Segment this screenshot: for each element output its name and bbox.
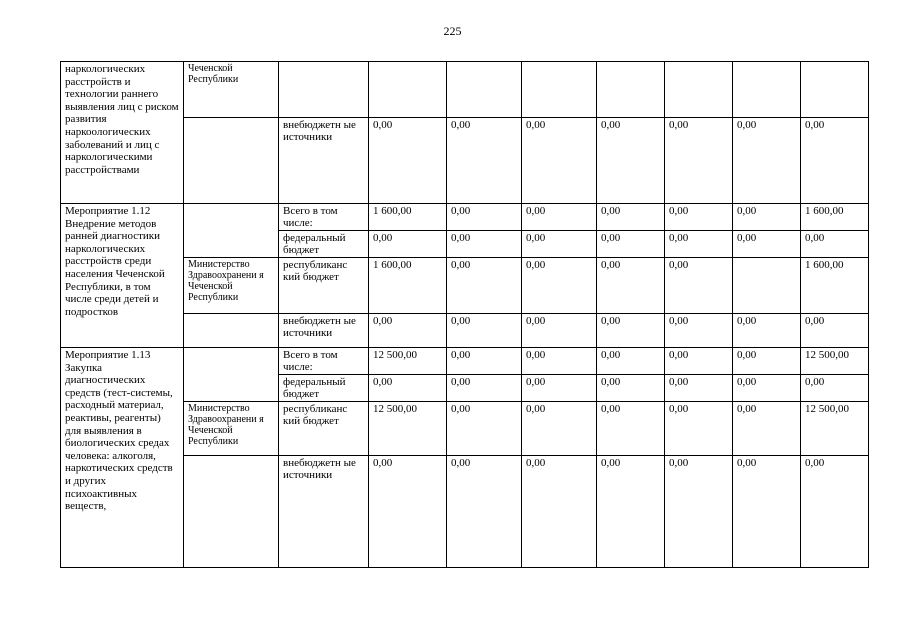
value-cell: 0,00 bbox=[522, 204, 597, 231]
funding-source: республиканс кий бюджет bbox=[279, 258, 369, 314]
value-cell: 0,00 bbox=[597, 314, 665, 348]
value-cell: 0,00 bbox=[447, 258, 522, 314]
value-cell: 0,00 bbox=[665, 348, 733, 375]
value-cell: 0,00 bbox=[447, 118, 522, 204]
value-cell: 0,00 bbox=[665, 231, 733, 258]
value-cell: 0,00 bbox=[733, 314, 801, 348]
value-cell: 0,00 bbox=[447, 402, 522, 456]
value-cell: 0,00 bbox=[369, 456, 447, 568]
value-cell: 0,00 bbox=[733, 204, 801, 231]
value-cell: 0,00 bbox=[733, 456, 801, 568]
value-cell: 0,00 bbox=[801, 231, 869, 258]
value-cell: 0,00 bbox=[665, 204, 733, 231]
value-cell: 1 600,00 bbox=[801, 258, 869, 314]
value-cell: 0,00 bbox=[597, 348, 665, 375]
value-cell bbox=[801, 62, 869, 118]
table-row bbox=[61, 348, 869, 375]
value-cell: 0,00 bbox=[369, 314, 447, 348]
executor-cell-empty bbox=[184, 204, 279, 258]
value-cell bbox=[369, 62, 447, 118]
value-cell: 0,00 bbox=[597, 118, 665, 204]
value-cell: 0,00 bbox=[665, 258, 733, 314]
executor-cell-empty bbox=[184, 314, 279, 348]
value-cell: 0,00 bbox=[665, 402, 733, 456]
funding-source: внебюджетн ые источники bbox=[279, 314, 369, 348]
value-cell: 0,00 bbox=[665, 375, 733, 402]
value-cell: 0,00 bbox=[447, 375, 522, 402]
value-cell: 12 500,00 bbox=[801, 402, 869, 456]
value-cell: 0,00 bbox=[801, 118, 869, 204]
value-cell: 0,00 bbox=[733, 375, 801, 402]
value-cell: 0,00 bbox=[801, 314, 869, 348]
executor-cell-empty bbox=[184, 456, 279, 568]
executor-cell: Чеченской Республики bbox=[184, 62, 279, 118]
value-cell: 0,00 bbox=[597, 402, 665, 456]
funding-source: Всего в том числе: bbox=[279, 204, 369, 231]
value-cell: 0,00 bbox=[801, 456, 869, 568]
funding-source: федеральный бюджет bbox=[279, 231, 369, 258]
value-cell: 0,00 bbox=[597, 204, 665, 231]
value-cell bbox=[447, 62, 522, 118]
value-cell: 0,00 bbox=[447, 456, 522, 568]
value-cell: 0,00 bbox=[733, 402, 801, 456]
executor-cell: Министерство Здравоохранени я Чеченской Республики bbox=[184, 258, 279, 314]
value-cell: 0,00 bbox=[597, 375, 665, 402]
value-cell: 0,00 bbox=[733, 348, 801, 375]
funding-source: Всего в том числе: bbox=[279, 348, 369, 375]
value-cell bbox=[665, 62, 733, 118]
measure-description: наркологических расстройств и технологии раннего выявления лиц с риском развития наркоологических заболеваний и лиц с наркологическими расстройствами bbox=[61, 62, 184, 204]
page-number: 225 bbox=[443, 24, 462, 38]
value-cell bbox=[522, 62, 597, 118]
value-cell: 0,00 bbox=[447, 204, 522, 231]
value-cell: 1 600,00 bbox=[801, 204, 869, 231]
value-cell: 0,00 bbox=[733, 231, 801, 258]
funding-source: федеральный бюджет bbox=[279, 375, 369, 402]
value-cell bbox=[733, 258, 801, 314]
value-cell: 0,00 bbox=[447, 348, 522, 375]
funding-source: республиканс кий бюджет bbox=[279, 402, 369, 456]
measure-description: Мероприятие 1.13 Закупка диагностических средств (тест-системы, расходный материал, реактивы, реагенты) для выявления в биологических средах человека: алкоголя, наркотических средств и других психоактивных веществ, bbox=[61, 348, 184, 568]
value-cell: 0,00 bbox=[597, 456, 665, 568]
value-cell: 0,00 bbox=[522, 258, 597, 314]
value-cell: 0,00 bbox=[522, 348, 597, 375]
value-cell: 0,00 bbox=[369, 375, 447, 402]
value-cell: 0,00 bbox=[369, 231, 447, 258]
value-cell: 1 600,00 bbox=[369, 204, 447, 231]
value-cell: 0,00 bbox=[665, 118, 733, 204]
value-cell: 0,00 bbox=[369, 118, 447, 204]
measure-description: Мероприятие 1.12 Внедрение методов ранней диагностики наркологических расстройств среди населения Чеченской Республики, в том числе среди детей и подростков bbox=[61, 204, 184, 348]
value-cell: 0,00 bbox=[801, 375, 869, 402]
value-cell: 0,00 bbox=[733, 118, 801, 204]
value-cell: 0,00 bbox=[522, 456, 597, 568]
value-cell bbox=[733, 62, 801, 118]
value-cell: 0,00 bbox=[522, 375, 597, 402]
executor-cell-empty bbox=[184, 118, 279, 204]
executor-cell: Министерство Здравоохранени я Чеченской Республики bbox=[184, 402, 279, 456]
value-cell: 0,00 bbox=[522, 231, 597, 258]
funding-source bbox=[279, 62, 369, 118]
value-cell: 12 500,00 bbox=[801, 348, 869, 375]
value-cell bbox=[597, 62, 665, 118]
value-cell: 0,00 bbox=[665, 314, 733, 348]
value-cell: 0,00 bbox=[597, 231, 665, 258]
value-cell: 0,00 bbox=[447, 231, 522, 258]
value-cell: 12 500,00 bbox=[369, 402, 447, 456]
value-cell: 0,00 bbox=[522, 314, 597, 348]
value-cell: 0,00 bbox=[665, 456, 733, 568]
executor-cell-empty bbox=[184, 348, 279, 402]
value-cell: 12 500,00 bbox=[369, 348, 447, 375]
value-cell: 0,00 bbox=[597, 258, 665, 314]
value-cell: 0,00 bbox=[522, 402, 597, 456]
value-cell: 1 600,00 bbox=[369, 258, 447, 314]
budget-table bbox=[60, 61, 869, 568]
table-row bbox=[61, 62, 869, 118]
funding-source: внебюджетн ые источники bbox=[279, 118, 369, 204]
table-row bbox=[61, 204, 869, 231]
value-cell: 0,00 bbox=[447, 314, 522, 348]
value-cell: 0,00 bbox=[522, 118, 597, 204]
funding-source: внебюджетн ые источники bbox=[279, 456, 369, 568]
